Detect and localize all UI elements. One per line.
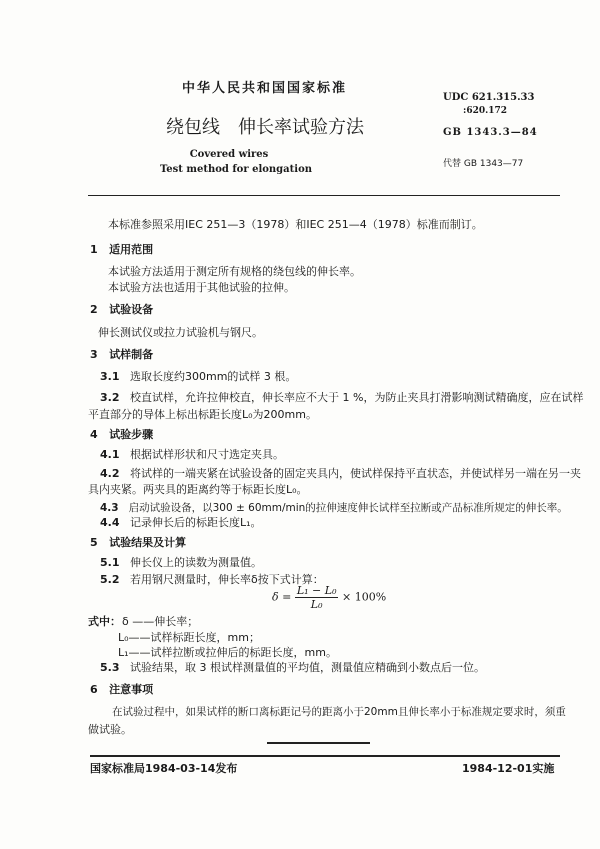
section-2-text: 伸长测试仪或拉力试验机与钢尺。 <box>98 326 263 339</box>
section-6-text: 在试验过程中，如果试样的断口离标距记号的距离小于20mm且伸长率小于标准规定要求时，须重 <box>112 706 566 718</box>
footer-rule <box>90 755 560 757</box>
header-rule <box>88 195 560 196</box>
clause-5-1: 5.1 伸长仪上的读数为测量值。 <box>100 556 262 569</box>
clause-4-1: 4.1 根据试样形状和尺寸选定夹具。 <box>100 448 284 461</box>
clause-3-2-cont: 平直部分的导体上标出标距长度L₀为200mm。 <box>88 408 317 421</box>
clause-4-3: 4.3 启动试验设备，以300 ± 60mm/min的拉伸速度伸长试样至拉断或产品标准所规定的伸长率。 <box>100 502 568 514</box>
title-en-1: Covered wires <box>189 149 269 160</box>
where-l1: L₁——试样拉断或拉伸后的标距长度，mm。 <box>118 646 337 659</box>
effective-date: 1984-12-01实施 <box>462 762 555 775</box>
section-1-text-1: 本试验方法适用于测定所有规格的绕包线的伸长率。 <box>108 265 361 278</box>
where-label: 式中： <box>88 615 121 628</box>
issuing-country-standard: 中华人民共和国国家标准 <box>182 81 348 96</box>
title-cn: 绕包线 伸长率试验方法 <box>166 117 364 138</box>
replaces-standard: 代替 GB 1343—77 <box>443 159 524 169</box>
section-1-text-2: 本试验方法也适用于其他试验的拉伸。 <box>108 281 295 294</box>
section-3-heading: 3 试样制备 <box>90 348 154 361</box>
section-6-heading: 6 注意事项 <box>90 683 154 696</box>
formula-fraction: $\frac{\text{L₁ − L₀}}{\text{L₀}}$ <box>296 584 337 611</box>
elongation-formula: δ = $\frac{\text{L₁ − L₀}}{\text{L₀}}$ × 100% <box>272 584 387 611</box>
end-mark-rule <box>267 742 370 744</box>
clause-3-1: 3.1 选取长度约300mm的试样 3 根。 <box>100 370 297 383</box>
clause-4-4: 4.4 记录伸长后的标距长度L₁。 <box>100 516 262 529</box>
section-5-heading: 5 试验结果及计算 <box>90 536 187 549</box>
title-en-2: Test method for elongation <box>160 164 313 175</box>
section-6-text-cont: 做试验。 <box>88 723 132 736</box>
where-l0: L₀——试样标距长度，mm； <box>118 631 260 644</box>
clause-5-3: 5.3 试验结果，取 3 根试样测量值的平均值，测量值应精确到小数点后一位。 <box>100 661 485 674</box>
section-2-heading: 2 试验设备 <box>90 303 154 316</box>
issue-date: 国家标准局1984-03-14发布 <box>90 762 238 775</box>
section-1-heading: 1 适用范围 <box>90 243 154 256</box>
clause-4-2-cont: 具内夹紧。两夹具的距离约等于标距长度L₀。 <box>88 483 308 496</box>
clause-5-2: 5.2 若用钢尺测量时，伸长率δ按下式计算： <box>100 573 324 586</box>
udc-code: UDC 621.315.33 <box>443 92 535 103</box>
udc-code-2: :620.172 <box>463 106 508 116</box>
section-4-heading: 4 试验步骤 <box>90 428 154 441</box>
preamble: 本标准参照采用IEC 251—3（1978）和IEC 251—4（1978）标准而制订。 <box>108 218 483 231</box>
clause-3-2: 3.2 校直试样，允许拉伸校直，伸长率应不大于 1 %，为防止夹具打滑影响测试精确度，应在试样 <box>100 391 584 404</box>
standard-number: GB 1343.3—84 <box>443 127 538 138</box>
where-delta: δ ——伸长率； <box>122 615 199 628</box>
clause-4-2: 4.2 将试样的一端夹紧在试验设备的固定夹具内，使试样保持平直状态，并使试样另一端在另一夹 <box>100 467 581 480</box>
